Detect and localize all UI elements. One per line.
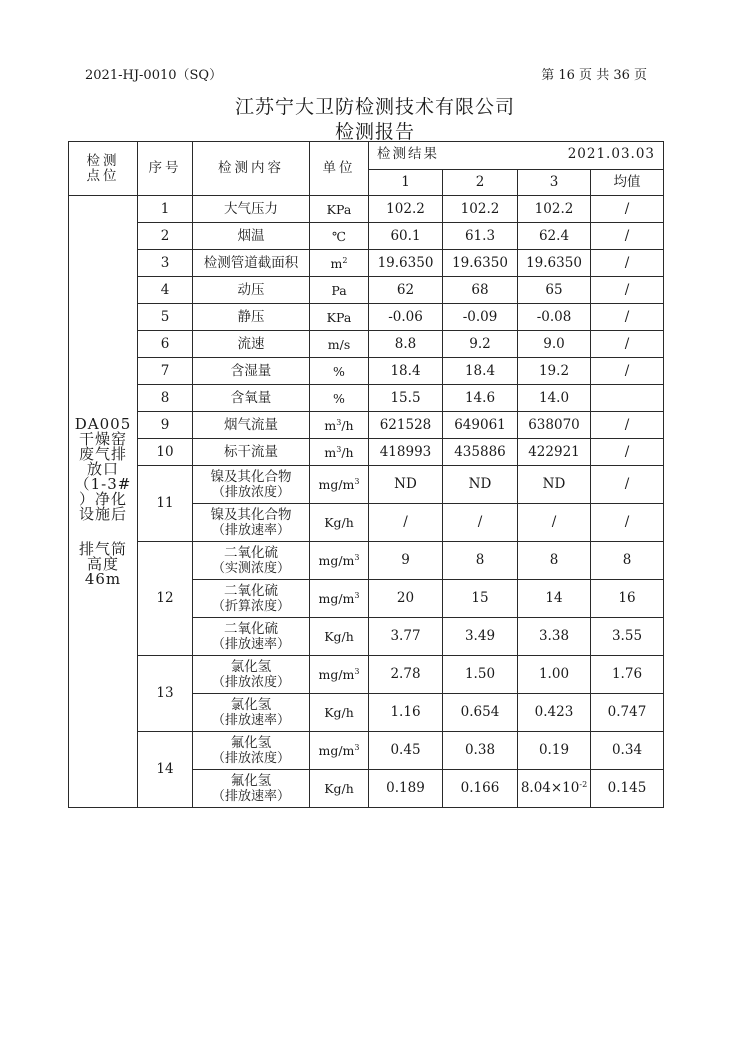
unit-cell [310, 412, 369, 439]
unit-text: mg/m [318, 553, 355, 568]
value-3 [518, 196, 591, 223]
item-cell [193, 770, 310, 808]
value-average [591, 580, 664, 618]
header-seq: 序号 [138, 142, 193, 196]
value-1-text: 3.77 [390, 628, 421, 644]
unit-superscript: 3 [336, 444, 342, 454]
value-average-text: / [624, 443, 630, 460]
header-result-label: 检测结果 [377, 146, 439, 162]
value-1 [369, 542, 443, 580]
unit-cell [310, 732, 369, 770]
value-1-text: 9 [401, 552, 410, 568]
value-3-text: 422921 [528, 443, 580, 460]
site-line: 设施后 [78, 504, 127, 523]
site-line: DA005 [74, 414, 132, 433]
unit-suffix: /h [341, 417, 354, 433]
value-average [591, 656, 664, 694]
value-3-text: / [551, 514, 557, 530]
unit-cell [310, 466, 369, 504]
value-average [591, 504, 664, 542]
value-3 [518, 770, 591, 808]
item-cell: 烟温 [193, 223, 310, 250]
item-name: 二氧化硫 [224, 582, 278, 599]
seq-cell: 7 [138, 358, 193, 385]
site-cell [69, 196, 138, 808]
value-2-text: 18.4 [464, 362, 496, 379]
item-cell [193, 580, 310, 618]
value-1 [369, 656, 443, 694]
value-1 [369, 223, 443, 250]
header-unit: 单位 [310, 142, 369, 196]
value-3 [518, 466, 591, 504]
seq-cell: 2 [138, 223, 193, 250]
unit-superscript: 2 [342, 255, 348, 265]
seq-cell: 5 [138, 304, 193, 331]
value-3 [518, 504, 591, 542]
value-3-text: 19.2 [538, 362, 570, 379]
unit-cell [310, 277, 369, 304]
value-2-text: 1.50 [464, 666, 496, 682]
value-1 [369, 580, 443, 618]
value-3-text: 638070 [528, 416, 580, 433]
table-row [69, 656, 664, 694]
value-1 [369, 466, 443, 504]
value-average-text: / [624, 227, 630, 244]
item-name: 二氧化硫 [224, 620, 278, 637]
item-subtitle: （排放速率） [211, 788, 290, 804]
seq-cell: 11 [138, 466, 193, 542]
item-cell [193, 656, 310, 694]
unit-text: KPa [326, 309, 352, 325]
value-1-text: 418993 [379, 443, 432, 460]
value-3-text: 3.38 [538, 628, 570, 644]
unit-superscript: 3 [354, 743, 360, 752]
value-2 [443, 304, 518, 331]
item-name: 二氧化硫 [224, 544, 278, 561]
table-row [69, 358, 664, 385]
value-average-text: / [624, 335, 630, 352]
item-name: 氟化氢 [230, 734, 272, 751]
value-3 [518, 656, 591, 694]
value-average [591, 331, 664, 358]
site-line: 高度 [86, 554, 119, 573]
unit-text: m [324, 444, 337, 460]
unit-cell [310, 358, 369, 385]
value-3-text: 0.423 [534, 704, 574, 720]
value-1-text: 18.4 [390, 362, 421, 379]
item-subtitle: （排放速率） [211, 636, 290, 652]
value-1-text: 20 [396, 590, 415, 606]
header-col-3: 3 [518, 170, 591, 196]
value-average-text: 3.55 [611, 628, 643, 644]
value-3-text: 8.04×10 [520, 780, 580, 796]
header-site-label: 检测 点位 [86, 152, 120, 184]
value-1 [369, 770, 443, 808]
item-subtitle: （排放速率） [211, 712, 290, 728]
value-1-text: 102.2 [386, 200, 425, 217]
unit-cell [310, 250, 369, 277]
value-average [591, 250, 664, 277]
site-line: 放口 [86, 459, 119, 478]
unit-text: mg/m [318, 743, 355, 758]
value-average [591, 196, 664, 223]
value-2-text: / [477, 514, 483, 530]
unit-cell [310, 223, 369, 250]
table-row [69, 412, 664, 439]
value-average-text: / [624, 254, 630, 271]
value-2 [443, 732, 518, 770]
value-2 [443, 358, 518, 385]
unit-cell [310, 385, 369, 412]
value-2 [443, 223, 518, 250]
value-average [591, 466, 664, 504]
value-2-text: -0.09 [462, 308, 498, 325]
seq-cell: 9 [138, 412, 193, 439]
seq-cell: 3 [138, 250, 193, 277]
item-cell: 烟气流量 [193, 412, 310, 439]
unit-text: Kg/h [324, 781, 354, 796]
value-3 [518, 580, 591, 618]
value-average-text: 8 [622, 552, 632, 568]
value-average [591, 694, 664, 732]
value-1-text: -0.06 [388, 308, 423, 325]
item-name: 镍及其化合物 [210, 468, 292, 485]
value-1 [369, 277, 443, 304]
value-2-text: ND [468, 476, 492, 492]
value-1 [369, 385, 443, 412]
value-average [591, 304, 664, 331]
value-average [591, 412, 664, 439]
table-row [69, 250, 664, 277]
page-indicator: 第 16 页 共 36 页 [541, 68, 647, 83]
item-subtitle: （排放浓度） [211, 750, 290, 766]
value-1-text: / [403, 514, 408, 530]
value-3 [518, 223, 591, 250]
seq-cell: 13 [138, 656, 193, 732]
unit-cell [310, 196, 369, 223]
table-row [69, 277, 664, 304]
item-subtitle: （实测浓度） [211, 560, 290, 576]
unit-cell [310, 580, 369, 618]
value-1-text: 0.45 [390, 742, 421, 758]
header-col-avg: 均值 [591, 170, 664, 196]
value-average [591, 542, 664, 580]
value-average-text: 0.145 [607, 780, 647, 796]
value-3 [518, 732, 591, 770]
table-row [69, 466, 664, 504]
value-average-text: / [624, 281, 630, 298]
table-row [69, 304, 664, 331]
value-average-text: 0.747 [607, 704, 647, 720]
item-subtitle: （排放速率） [211, 522, 290, 538]
value-3 [518, 618, 591, 656]
value-2-text: 15 [471, 590, 489, 606]
value-3 [518, 250, 591, 277]
unit-text: Kg/h [324, 705, 354, 720]
unit-text: ℃ [332, 228, 346, 244]
value-1-text: 1.16 [390, 704, 421, 720]
item-cell: 静压 [193, 304, 310, 331]
value-average [591, 277, 664, 304]
unit-text: mg/m [318, 667, 355, 682]
item-cell [193, 542, 310, 580]
value-2 [443, 580, 518, 618]
unit-text: mg/m [318, 477, 355, 492]
value-1-text: 2.78 [390, 666, 421, 682]
value-3-text: 14.0 [538, 389, 570, 406]
value-1-text: 8.8 [394, 335, 417, 352]
unit-cell [310, 304, 369, 331]
unit-cell [310, 331, 369, 358]
value-3 [518, 331, 591, 358]
value-3-text: ND [542, 476, 566, 492]
value-average-text: / [624, 308, 630, 325]
seq-cell: 6 [138, 331, 193, 358]
value-1 [369, 250, 443, 277]
unit-text: m [330, 255, 343, 271]
value-2 [443, 412, 518, 439]
item-cell [193, 504, 310, 542]
site-line: 废气排 [78, 444, 127, 463]
value-2-text: 8 [475, 552, 485, 568]
item-subtitle: （折算浓度） [211, 598, 290, 614]
value-3 [518, 542, 591, 580]
seq-cell: 4 [138, 277, 193, 304]
value-3-text: 0.19 [538, 742, 570, 758]
value-average-text: 16 [618, 590, 636, 606]
value-2-text: 0.38 [464, 742, 496, 758]
site-line: ）净化 [78, 489, 127, 508]
value-1-text: ND [394, 476, 417, 492]
value-3-text: 14 [545, 590, 563, 606]
value-1 [369, 618, 443, 656]
item-cell [193, 694, 310, 732]
value-2 [443, 504, 518, 542]
table-row [69, 542, 664, 580]
value-2 [443, 385, 518, 412]
header-col-1: 1 [369, 170, 443, 196]
test-results-table [68, 141, 664, 808]
unit-superscript: 3 [354, 591, 360, 600]
item-cell: 标干流量 [193, 439, 310, 466]
table-row [69, 439, 664, 466]
value-1 [369, 732, 443, 770]
site-line: 干燥窑 [78, 429, 127, 448]
unit-text: % [333, 363, 345, 379]
unit-text: Kg/h [324, 629, 354, 644]
seq-cell: 10 [138, 439, 193, 466]
value-3-text: 65 [545, 281, 563, 298]
value-2-text: 0.654 [460, 704, 500, 720]
value-1-text: 62 [396, 281, 415, 298]
value-2-text: 0.166 [460, 780, 500, 796]
unit-suffix: /h [341, 444, 354, 460]
item-cell: 检测管道截面积 [193, 250, 310, 277]
item-subtitle: （排放浓度） [211, 484, 290, 500]
table-row [69, 385, 664, 412]
unit-text: m/s [327, 336, 351, 352]
document-number: 2021-HJ-0010（SQ） [85, 68, 223, 83]
unit-text: KPa [326, 201, 352, 217]
value-exponent: -2 [579, 780, 588, 789]
table-row [69, 331, 664, 358]
value-1 [369, 412, 443, 439]
value-2 [443, 250, 518, 277]
value-3 [518, 439, 591, 466]
unit-cell [310, 439, 369, 466]
value-average [591, 439, 664, 466]
value-average-text: / [624, 514, 630, 530]
unit-cell [310, 770, 369, 808]
value-1-text: 60.1 [390, 227, 421, 244]
header-site [69, 142, 138, 196]
unit-text: mg/m [318, 591, 355, 606]
value-2 [443, 656, 518, 694]
value-1 [369, 694, 443, 732]
item-cell: 流速 [193, 331, 310, 358]
seq-cell: 8 [138, 385, 193, 412]
header-col-2: 2 [443, 170, 518, 196]
table-row [69, 732, 664, 770]
value-average-text: / [624, 200, 630, 217]
value-2 [443, 618, 518, 656]
unit-superscript: 3 [354, 667, 360, 676]
value-3 [518, 694, 591, 732]
unit-cell [310, 656, 369, 694]
value-1 [369, 358, 443, 385]
value-1 [369, 504, 443, 542]
value-3 [518, 358, 591, 385]
value-average-text: / [624, 476, 630, 492]
value-3 [518, 277, 591, 304]
unit-cell [310, 542, 369, 580]
item-cell: 含氧量 [193, 385, 310, 412]
header-item: 检测内容 [193, 142, 310, 196]
item-name: 氯化氢 [230, 696, 272, 713]
value-3-text: -0.08 [536, 308, 572, 325]
item-cell: 动压 [193, 277, 310, 304]
header-result [369, 142, 664, 170]
item-cell [193, 732, 310, 770]
value-2-text: 19.6350 [452, 254, 508, 271]
value-2 [443, 439, 518, 466]
item-name: 镍及其化合物 [210, 506, 292, 523]
value-average [591, 223, 664, 250]
value-1 [369, 196, 443, 223]
table-row [69, 223, 664, 250]
value-2 [443, 196, 518, 223]
value-3 [518, 304, 591, 331]
value-2 [443, 542, 518, 580]
unit-text: m [324, 417, 337, 433]
report-title: 检测报告 [334, 121, 415, 143]
value-3-text: 19.6350 [526, 254, 582, 271]
unit-cell [310, 694, 369, 732]
unit-text: Pa [331, 282, 347, 298]
value-2-text: 3.49 [464, 628, 496, 644]
value-average [591, 732, 664, 770]
site-line: 46m [84, 569, 122, 588]
table-row [69, 196, 664, 223]
value-average-text: / [624, 362, 630, 379]
value-3-text: 9.0 [543, 335, 565, 352]
item-name: 氟化氢 [230, 772, 272, 789]
value-3-text: 102.2 [534, 200, 574, 217]
value-3 [518, 412, 591, 439]
seq-cell: 14 [138, 732, 193, 808]
value-2-text: 14.6 [464, 389, 496, 406]
item-cell [193, 466, 310, 504]
site-line [69, 522, 137, 542]
item-cell [193, 618, 310, 656]
company-name: 江苏宁大卫防检测技术有限公司 [234, 96, 515, 118]
item-name: 氯化氢 [230, 658, 272, 675]
value-1 [369, 439, 443, 466]
item-cell: 大气压力 [193, 196, 310, 223]
site-line: 排气筒 [78, 539, 127, 558]
value-2 [443, 694, 518, 732]
value-2-text: 435886 [454, 443, 506, 460]
seq-cell: 12 [138, 542, 193, 656]
value-average [591, 358, 664, 385]
value-3-text: 1.00 [538, 666, 570, 682]
site-line: （1-3# [74, 474, 132, 493]
value-average [591, 385, 664, 412]
value-2-text: 649061 [454, 416, 506, 433]
value-2 [443, 466, 518, 504]
item-cell: 含湿量 [193, 358, 310, 385]
value-1-text: 0.189 [386, 780, 425, 796]
value-2 [443, 770, 518, 808]
value-1-text: 19.6350 [377, 254, 434, 271]
value-2-text: 61.3 [464, 227, 496, 244]
value-2-text: 9.2 [469, 335, 491, 352]
unit-text: % [333, 390, 345, 406]
value-average-text: / [624, 416, 630, 433]
header-date: 2021.03.03 [567, 146, 655, 162]
value-1-text: 15.5 [390, 389, 421, 406]
value-1-text: 621528 [379, 416, 432, 433]
unit-cell [310, 618, 369, 656]
value-3-text: 62.4 [538, 227, 570, 244]
value-2 [443, 331, 518, 358]
unit-superscript: 3 [354, 477, 360, 486]
unit-text: Kg/h [324, 515, 354, 530]
value-3-text: 8 [549, 552, 559, 568]
value-average-text: 0.34 [611, 742, 643, 758]
header-row-1 [69, 142, 664, 170]
value-average [591, 618, 664, 656]
unit-superscript: 3 [354, 553, 360, 562]
unit-superscript: 3 [336, 417, 342, 427]
value-average-text: 1.76 [611, 666, 643, 682]
value-2 [443, 277, 518, 304]
value-1 [369, 331, 443, 358]
unit-cell [310, 504, 369, 542]
item-subtitle: （排放浓度） [211, 674, 290, 690]
value-3 [518, 385, 591, 412]
value-2-text: 102.2 [460, 200, 500, 217]
value-2-text: 68 [471, 281, 489, 298]
value-average [591, 770, 664, 808]
value-1 [369, 304, 443, 331]
seq-cell: 1 [138, 196, 193, 223]
